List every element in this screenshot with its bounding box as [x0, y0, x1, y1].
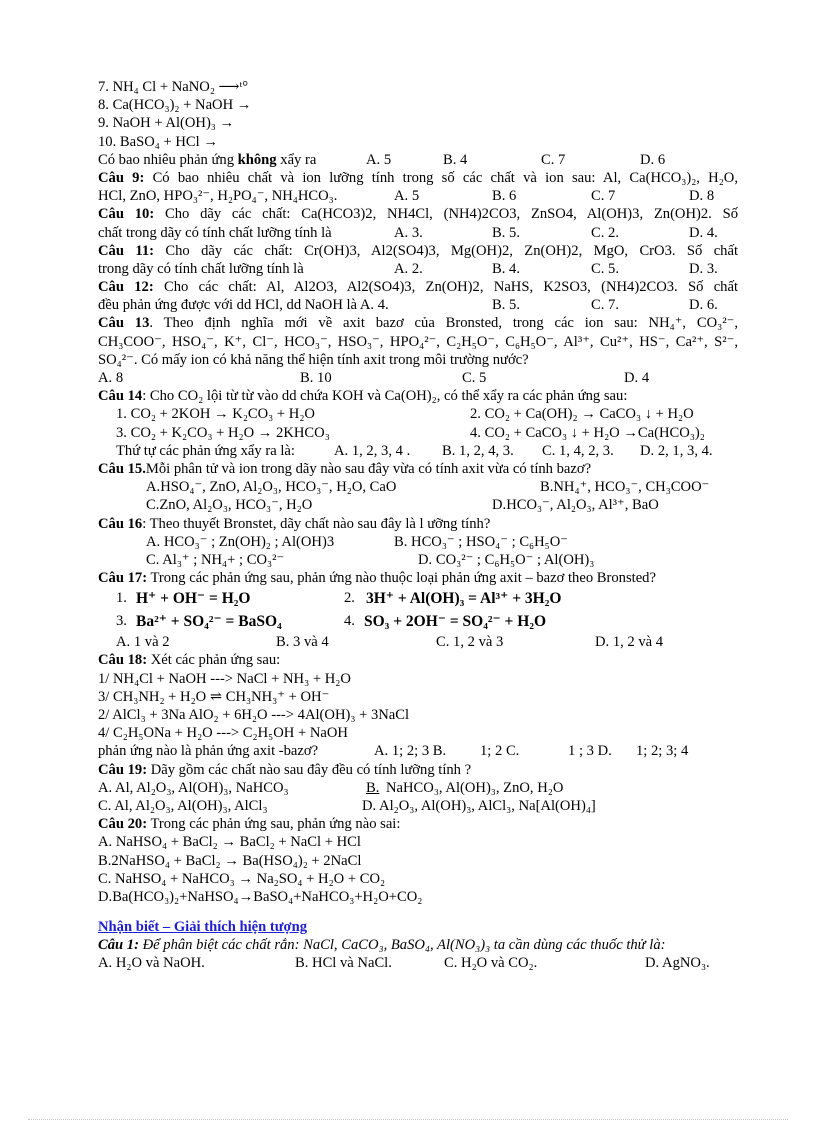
option-d: D. 6: [640, 151, 666, 168]
option-b: B. 5.: [492, 224, 520, 241]
option-c: C. Al, Al₂O₃, Al(OH)₃, AlCl₃: [98, 797, 268, 814]
option-b-label: B.: [366, 779, 380, 796]
question-17-options: [98, 633, 738, 651]
option-d: D. 4: [624, 370, 650, 386]
question-20-option-c: C. NaHSO₄ + NaHCO₃ → Na₂SO₄ + H₂O + CO₂: [98, 870, 386, 887]
option-d: D. 3.: [689, 260, 718, 277]
question-20-option-a: A. NaHSO₄ + BaCl₂ → BaCl₂ + NaCl + HCl: [98, 834, 361, 851]
option-b: B. 3 và 4: [276, 634, 329, 651]
question-16: Câu 16: Theo thuyết Bronstet, dãy chất nào sau đây là l ưỡng tính?: [98, 515, 491, 532]
option-c: C. H₂O và CO₂.: [444, 955, 538, 972]
question-11-options: trong dãy có tính chất lưỡng tính là A. 2. B. 4. C. 5. D. 3.: [98, 260, 718, 277]
option-d: D. 1, 2 và 4: [595, 634, 664, 651]
question-13-prompt: SO₄²⁻. Có mấy ion có khả năng thể hiện tính axit trong môi trường nước?: [98, 351, 529, 368]
option-c: C. 1, 2 và 3: [436, 634, 504, 651]
option-c: C. 5.: [591, 260, 619, 277]
question-8-options: Có bao nhiêu phản ứng không xẩy ra A. 5 B. 4 C. 7 D. 6: [98, 151, 666, 168]
option-d: 1; 2; 3; 4: [636, 743, 689, 760]
section-heading: Nhận biết – Giải thích hiện tượng: [98, 919, 308, 936]
option-c: C. 5: [462, 370, 487, 386]
option-c: 1 ; 3 D.: [568, 743, 612, 760]
question-9-options: HCl, ZnO, HPO₃²⁻, H₂PO₄⁻, NH₄HCO₃. A. 5 B. 6 C. 7 D. 8: [98, 188, 715, 205]
question-18-eq-2: 2/ AlCl₃ + 3Na AlO₂ + 6H₂O ---> 4Al(OH)₃ + 3NaCl: [98, 707, 410, 723]
question-9: Câu 9: Có bao nhiêu chất và ion lưỡng tính trong số các chất và ion sau: Al, Ca(HCO₃)₂, H₂O,: [98, 169, 738, 186]
question-14-eq-3-4: 3. CO₂ + K₂CO₃ + H₂O → 2KHCO₃ 4. CO₂ + CaCO₃ ↓ + H₂O →Ca(HCO₃)₂: [116, 424, 705, 441]
option-d: D. 2, 1, 3, 4.: [640, 442, 713, 459]
option-a: A. 2.: [394, 260, 423, 277]
option-a: A. 1, 2, 3, 4 .: [334, 442, 411, 459]
option-a: A. 5: [366, 151, 392, 168]
option-d: D. AgNO₃.: [645, 955, 710, 972]
option-d: D.HCO₃⁻, Al₂O₃, Al³⁺, BaO: [492, 497, 659, 514]
option-d: D. 6.: [689, 297, 718, 314]
option-d: D. CO₃²⁻ ; C₆H₅O⁻ ; Al(OH)₃: [418, 551, 595, 568]
option-a: A. Al, Al₂O₃, Al(OH)₃, NaHCO₃: [98, 779, 289, 796]
option-a: A. HCO₃⁻ ; Zn(OH)₂ ; Al(OH)3: [146, 533, 335, 550]
question-18-eq-3: 3/ CH₃NH₂ + H₂O ⇌ CH₃NH₃⁺ + OH⁻: [98, 688, 330, 705]
option-a: A.HSO₄⁻, ZnO, Al₂O₃, HCO₃⁻, H₂O, CaO: [146, 479, 397, 496]
option-c: C. 7.: [591, 297, 619, 314]
question-17: Câu 17: Trong các phản ứng sau, phản ứng nào thuộc loại phản ứng axit – bazơ theo Bronsted?: [98, 570, 656, 587]
question-14-eq-1-2: 1. CO₂ + 2KOH → K₂CO₃ + H₂O 2. CO₂ + Ca(OH)₂ → CaCO₃ ↓ + H₂O: [116, 406, 694, 423]
option-b: B. 10: [300, 370, 332, 386]
option-b: B.NH₄⁺, HCO₃⁻, CH₃COO⁻: [540, 479, 710, 496]
question-16-options-cd: [98, 551, 738, 569]
question-15: Câu 15.Mỗi phân tử và ion trong dãy nào sau đây vừa có tính axit vừa có tính bazơ?: [98, 460, 592, 477]
question-14-options: Thứ tự các phản ứng xẩy ra là: A. 1, 2, 3, 4 . B. 1, 2, 4, 3. C. 1, 4, 2, 3. D. 2, 1, 3, 4.: [116, 442, 713, 459]
question-12: Câu 12: Cho các chất: Al, Al2O3, Al2(SO4)3, Zn(OH)2, NaHS, K2SO3, (NH4)2CO3. Số chất: [98, 279, 738, 296]
option-a: A. H₂O và NaOH.: [98, 955, 205, 972]
option-b: 1; 2 C.: [480, 743, 520, 760]
option-d: D. Al₂O₃, Al(OH)₃, AlCl₃, Na[Al(OH)₄]: [362, 797, 596, 814]
question-16-options-ab: [98, 533, 738, 551]
option-a: A. 5: [394, 188, 420, 205]
section-question-1-options: [98, 954, 738, 972]
option-a: A. 3.: [394, 224, 423, 241]
option-c: C. 1, 4, 2, 3.: [542, 442, 614, 459]
worksheet-page: [98, 78, 738, 973]
option-c: C. 2.: [591, 224, 619, 241]
option-d: D. 8: [689, 188, 715, 205]
reaction-8: 8. Ca(HCO₃)₂ + NaOH →: [98, 97, 252, 114]
option-c: C.ZnO, Al₂O₃, HCO₃⁻, H₂O: [146, 497, 313, 514]
question-18: Câu 18: Xét các phản ứng sau:: [98, 652, 281, 669]
question-20-option-d: D.Ba(HCO₃)₂+NaHSO₄→BaSO₄+NaHCO₃+H₂O+CO₂: [98, 888, 423, 905]
question-20-option-b: B.2NaHSO₄ + BaCl₂ → Ba(HSO₄)₂ + 2NaCl: [98, 852, 362, 869]
question-13-options: [98, 369, 738, 387]
question-17-eq-3-4: 3. Ba²⁺ + SO₄²⁻ = BaSO₄ 4. SO₃ + 2OH⁻ = SO₄²⁻ + H₂O: [116, 613, 547, 631]
question-20: Câu 20: Trong các phản ứng sau, phản ứng nào sai:: [98, 816, 401, 833]
option-a: A. 8: [98, 370, 124, 386]
question-10-options: chất trong dãy có tính chất lưỡng tính là A. 3. B. 5. C. 2. D. 4.: [98, 224, 718, 241]
question-15-options-cd: [98, 496, 738, 514]
option-b: B. HCO₃⁻ ; HSO₄⁻ ; C₆H₅O⁻: [394, 533, 569, 550]
question-13: Câu 13. Theo định nghĩa mới về axit bazơ của Bronsted, trong các ion sau: NH₄⁺, CO₃²⁻,: [98, 315, 738, 332]
page-bottom-divider: [28, 1119, 788, 1120]
question-19: Câu 19: Dãy gồm các chất nào sau đây đều có tính lưỡng tính ?: [98, 761, 472, 778]
reaction-10: 10. BaSO₄ + HCl →: [98, 133, 218, 150]
reaction-9: 9. NaOH + Al(OH)₃ →: [98, 115, 235, 132]
question-10: Câu 10: Cho dãy các chất: Ca(HCO3)2, NH4Cl, (NH4)2CO3, ZnSO4, Al(OH)3, Zn(OH)2. Số: [98, 206, 738, 223]
option-b: B. 1, 2, 4, 3.: [442, 442, 514, 459]
option-b: B. 6: [492, 188, 517, 205]
question-19-options-ab: [98, 779, 738, 797]
option-a: A. 1 và 2: [116, 634, 170, 651]
option-b: B. 4.: [492, 260, 520, 277]
section-question-1: Câu 1: Để phân biệt các chất rắn: NaCl, CaCO₃, BaSO₄, Al(NO₃)₃ ta cần dùng các thuốc thử là:: [98, 937, 666, 954]
question-17-eq-1-2: 1. H⁺ + OH⁻ = H₂O 2. 3H⁺ + Al(OH)₃ = Al³⁺ + 3H₂O: [116, 590, 562, 608]
option-c: C. Al₃⁺ ; NH₄+ ; CO₃²⁻: [146, 551, 285, 568]
question-15-options-ab: [98, 478, 738, 496]
question-11: Câu 11: Cho dãy các chất: Cr(OH)3, Al2(SO4)3, Mg(OH)2, Zn(OH)2, MgO, CrO3. Số chất: [98, 242, 738, 259]
question-13-ions: CH₃COO⁻, HSO₄⁻, K⁺, Cl⁻, HCO₃⁻, HSO₃⁻, HPO₄²⁻, C₂H₅O⁻, C₆H₅O⁻, Al³⁺, Cu²⁺, HS⁻, Ca²⁺, S²⁻,: [98, 333, 738, 350]
question-12-options: đều phản ứng được với dd HCl, dd NaOH là A. 4. B. 5. C. 7. D. 6.: [98, 297, 718, 314]
question-18-eq-1: 1/ NH₄Cl + NaOH ---> NaCl + NH₃ + H₂O: [98, 670, 351, 687]
option-c: C. 7: [541, 151, 566, 168]
option-b: NaHCO₃, Al(OH)₃, ZnO, H₂O: [386, 779, 564, 796]
option-b: B. 4: [443, 151, 468, 168]
option-b: B. 5.: [492, 297, 520, 314]
option-c: C. 7: [591, 188, 616, 205]
reaction-7: 7. NH₄ Cl + NaNO₂ ⟶ᵗ°: [98, 79, 249, 95]
question-14: Câu 14: Cho CO₂ lội từ từ vào dd chứa KOH và Ca(OH)₂, có thể xẩy ra các phản ứng sau:: [98, 388, 628, 405]
question-18-options: phản ứng nào là phản ứng axit -bazơ? A. 1; 2; 3 B. 1; 2 C. 1 ; 3 D. 1; 2; 3; 4: [98, 743, 689, 760]
question-18-eq-4: 4/ C₂H₅ONa + H₂O ---> C₂H₅OH + NaOH: [98, 725, 348, 742]
question-19-options-cd: [98, 797, 738, 815]
option-b: B. HCl và NaCl.: [295, 955, 392, 972]
option-a: A. 1; 2; 3 B.: [374, 743, 447, 760]
option-d: D. 4.: [689, 224, 718, 241]
